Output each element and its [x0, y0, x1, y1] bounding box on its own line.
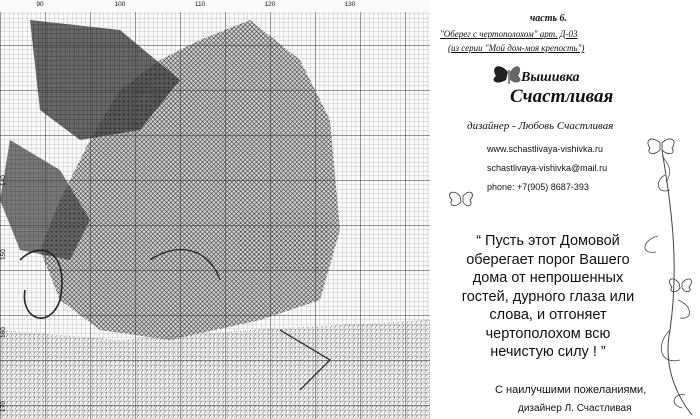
brand-line-2: Счастливая [510, 86, 614, 107]
designer-credit: дизайнер - Любовь Счастливая [467, 120, 614, 132]
column-number: 90 [36, 1, 44, 8]
contacts [487, 140, 607, 197]
row-number: 160 [0, 327, 7, 338]
article-title: "Оберег с чертополохом" арт. Д-03 [440, 29, 578, 39]
closing-signature: дизайнер Л. Счастливая [518, 403, 632, 414]
row-number: 150 [0, 249, 7, 260]
quote-text: “ Пусть этот Домовой оберегает порог Вашего дома от непрошенных гостей, дурного глаза или слова, и отгоняет чертополохом всю нечистую силу ! ” [461, 233, 635, 360]
vine-icon [662, 150, 692, 415]
part-title: часть 6. [530, 13, 568, 24]
column-number: 120 [264, 1, 276, 8]
phone-number: phone: +7(905) 8687-393 [487, 182, 589, 192]
butterfly-icon [670, 279, 692, 292]
closing-wishes: С наилучшими пожеланиями, [495, 384, 647, 396]
row-number: 170 [0, 401, 7, 412]
column-number: 110 [194, 1, 206, 8]
column-number: 100 [114, 1, 126, 8]
brand-line-1: Вышивка [521, 70, 580, 85]
email-link[interactable]: schastlivaya-vishivka@mail.ru [487, 163, 608, 173]
row-number: 140 [0, 175, 7, 186]
series-title: (из серии "Мой дом-моя крепость") [448, 43, 585, 53]
butterfly-icon [450, 192, 473, 205]
website-link[interactable]: www.schastlivaya-vishivka.ru [487, 144, 604, 154]
butterfly-icon [648, 139, 674, 154]
brand-logo [486, 68, 636, 126]
column-number: 130 [344, 1, 356, 8]
